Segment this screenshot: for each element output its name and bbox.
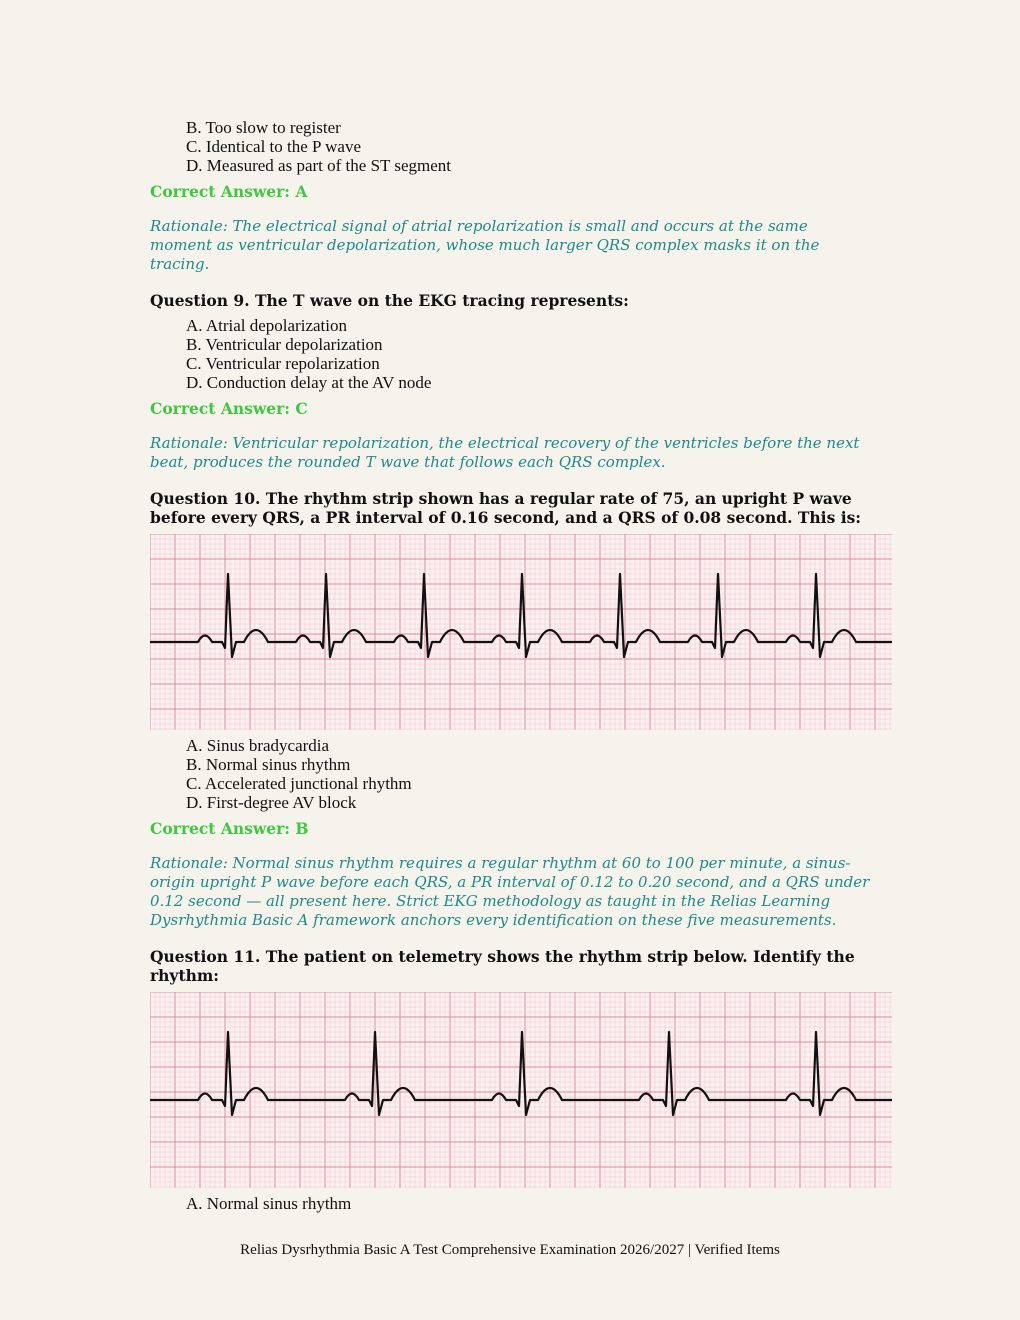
option-a: A. Normal sinus rhythm bbox=[186, 1194, 352, 1213]
q9-question: Question 9. The T wave on the EKG tracing represents: bbox=[150, 291, 629, 310]
q8-correct-answer: Correct Answer: A bbox=[150, 182, 308, 201]
q9-rationale: Rationale: Ventricular repolarization, the electrical recovery of the ventricles before the next beat, produces the rounded T wave that follows each QRS complex. bbox=[150, 434, 860, 471]
q10-rhythm-strip bbox=[150, 534, 892, 730]
option-c: C. Ventricular repolarization bbox=[186, 354, 380, 373]
option-b: B. Too slow to register bbox=[186, 118, 341, 137]
page-footer: Relias Dysrhythmia Basic A Test Comprehensive Examination 2026/2027 | Verified Items bbox=[240, 1242, 780, 1258]
q8-rationale: Rationale: The electrical signal of atrial repolarization is small and occurs at the same moment as ventricular depolarization, whose much larger QRS complex masks it on the tracing. bbox=[150, 217, 820, 273]
option-c: C. Identical to the P wave bbox=[186, 137, 361, 156]
option-b: B. Normal sinus rhythm bbox=[186, 755, 351, 774]
option-c: C. Accelerated junctional rhythm bbox=[186, 774, 412, 793]
q11-rhythm-strip bbox=[150, 992, 892, 1188]
option-d: D. First-degree AV block bbox=[186, 793, 357, 812]
q10-correct-answer: Correct Answer: B bbox=[150, 819, 309, 838]
q10-rationale: Rationale: Normal sinus rhythm requires a regular rhythm at 60 to 100 per minute, a sinus-origin upright P wave before each QRS, a PR interval of 0.12 to 0.20 second, and a QRS under 0.12 second — all present here. Strict EKG methodology as taught in the Relias Learning Dysrhythmia Basic A framework anchors every identification on these five measurements. bbox=[150, 854, 870, 929]
option-a: A. Sinus bradycardia bbox=[186, 736, 330, 755]
q8-options bbox=[150, 118, 870, 175]
q10-options bbox=[150, 736, 870, 812]
q10-question: Question 10. The rhythm strip shown has a regular rate of 75, an upright P wave before every QRS, a PR interval of 0.16 second, and a QRS of 0.08 second. This is: bbox=[150, 489, 862, 527]
q11-question: Question 11. The patient on telemetry shows the rhythm strip below. Identify the rhythm: bbox=[150, 947, 855, 985]
option-b: B. Ventricular depolarization bbox=[186, 335, 383, 354]
q11-options bbox=[150, 1194, 870, 1213]
option-d: D. Measured as part of the ST segment bbox=[186, 156, 452, 175]
q9-correct-answer: Correct Answer: C bbox=[150, 399, 308, 418]
option-a: A. Atrial depolarization bbox=[186, 316, 347, 335]
q9-options bbox=[150, 316, 870, 392]
option-d: D. Conduction delay at the AV node bbox=[186, 373, 432, 392]
page-content bbox=[150, 118, 870, 1213]
